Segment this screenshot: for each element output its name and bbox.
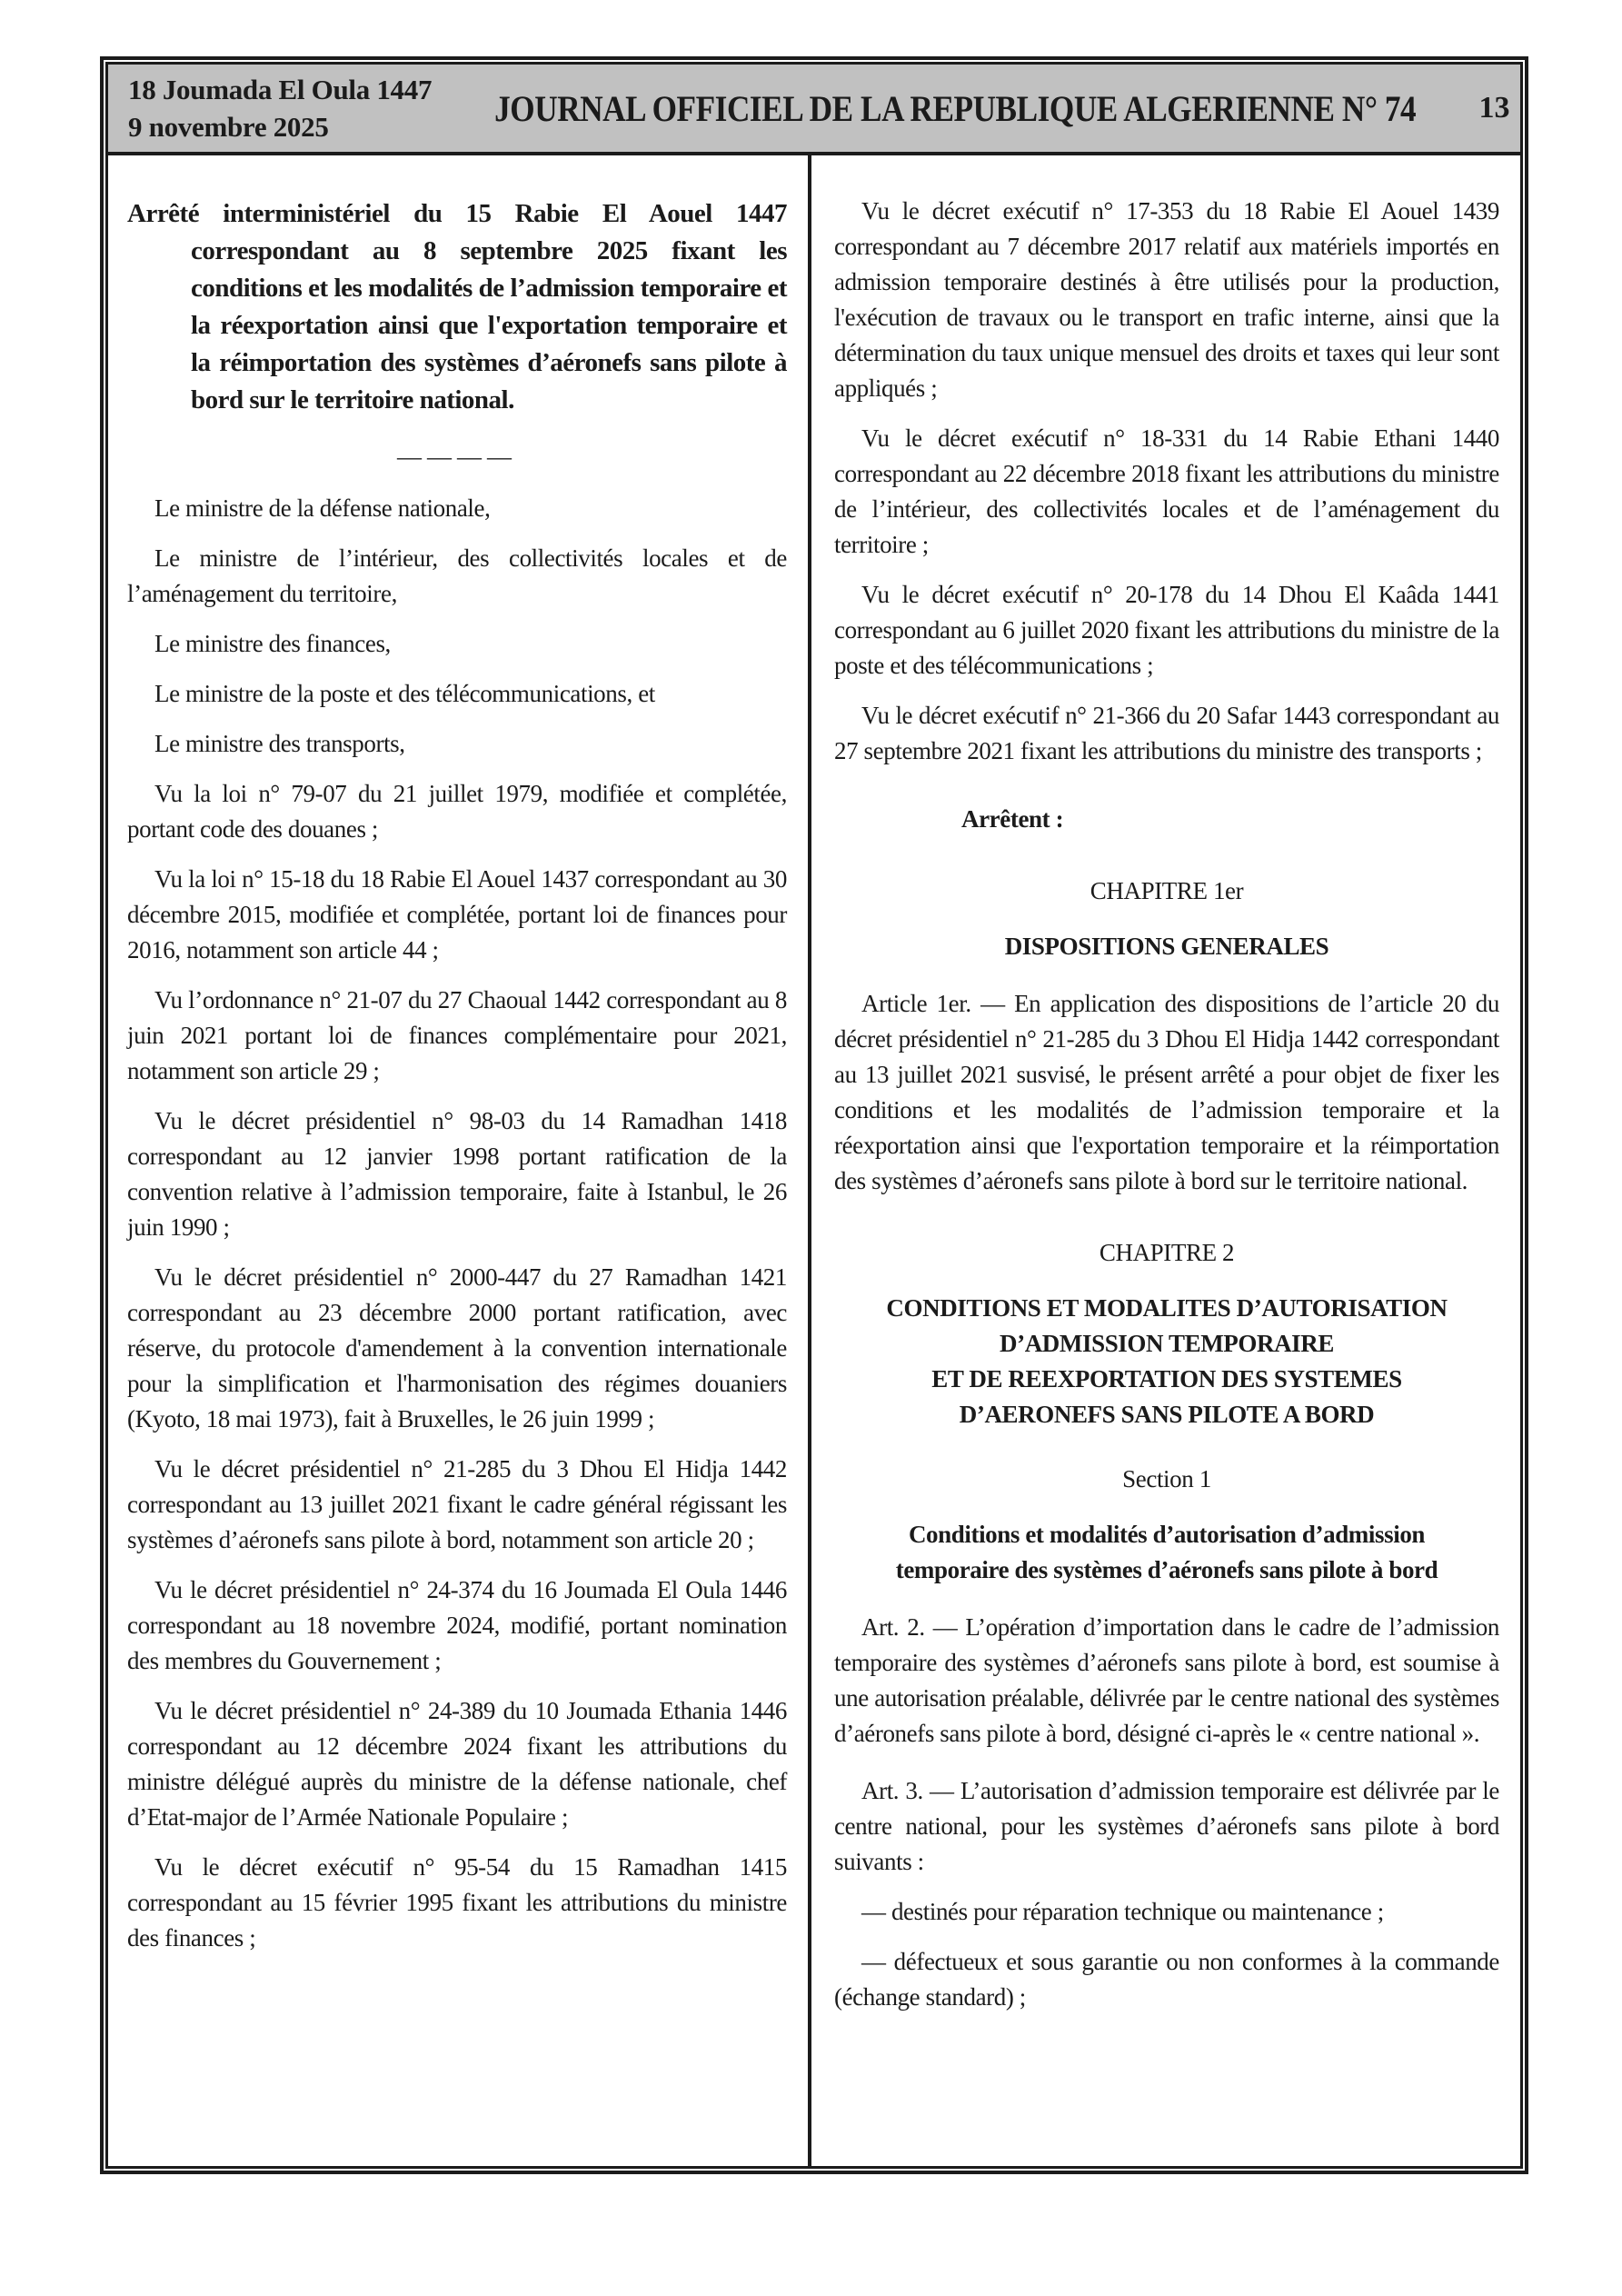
paragraph: Vu le décret présidentiel n° 2000-447 du 27 Ramadhan 1421 correspondant au 23 décembre 2000 portant ratification, avec réserve, du protocole d'amendement à la convention internationale pour la simplification et l'harmonisation des régimes douaniers (Kyoto, 18 mai 1973), fait à Bruxelles, le 26 juin 1999 ; [127, 1263, 787, 1433]
paragraph: Vu le décret exécutif n° 17-353 du 18 Rabie El Aouel 1439 correspondant au 7 décembre 2017 relatif aux matériels importés en admission temporaire destinés à être utilisés pour la production, l'exécution de travaux ou le transport en trafic interne, ainsi que la détermination du taux unique mensuel des droits et taxes qui leur sont appliqués ; [834, 197, 1499, 402]
date-gregorian: 9 novembre 2025 [128, 111, 329, 143]
chapter-2-label: CHAPITRE 2 [1099, 1239, 1235, 1266]
arrete-title: Arrêté interministériel du 15 Rabie El Aouel 1447 correspondant au 8 septembre 2025 fixant les conditions et les modalités de l’admission temporaire et la réexportation ainsi que l'exportation temporaire et la réimportation des systèmes d’aéronefs sans pilote à bord sur le territoire national. [127, 199, 787, 414]
date-hijri: 18 Joumada El Oula 1447 [128, 74, 433, 105]
paragraph: Le ministre des transports, [154, 730, 405, 757]
masthead-dates [128, 71, 432, 145]
page-frame-inner [105, 62, 1523, 2169]
chapter-2-title-line: D’AERONEFS SANS PILOTE A BORD [959, 1401, 1375, 1428]
page-content [108, 155, 1520, 2166]
section-1-title-line: temporaire des systèmes d’aéronefs sans pilote à bord [895, 1556, 1438, 1583]
section-1-title-line: Conditions et modalités d’autorisation d’admission [908, 1521, 1426, 1548]
paragraph: Vu le décret présidentiel n° 98-03 du 14 Ramadhan 1418 correspondant au 12 janvier 1998 portant ratification de la convention relative à l’admission temporaire, faite à Istanbul, le 26 juin 1990 ; [127, 1107, 787, 1241]
list-item: — destinés pour réparation technique ou maintenance ; [861, 1898, 1384, 1925]
right-column [834, 155, 1499, 2015]
column-divider [808, 155, 811, 2166]
paragraph: Vu le décret exécutif n° 20-178 du 14 Dhou El Kaâda 1441 correspondant au 6 juillet 2020 fixant les attributions du ministre de la poste et des télécommunications ; [834, 581, 1499, 679]
chapter-2-title [834, 1291, 1499, 1433]
chapter-1-label: CHAPITRE 1er [1090, 877, 1244, 904]
paragraph: Le ministre de la poste et des télécommunications, et [154, 680, 655, 707]
paragraph: Vu le décret présidentiel n° 24-389 du 10 Joumada Ethania 1446 correspondant au 12 décembre 2024 fixant les attributions du ministre délégué auprès du ministre de la défense nationale, chef d’Etat-major de l’Armée Nationale Populaire ; [127, 1697, 787, 1831]
journal-title: JOURNAL OFFICIEL DE LA REPUBLIQUE ALGERIENNE N° 74 [494, 87, 1417, 129]
article-2-paragraph: Art. 2. — L’opération d’importation dans le cadre de l’admission temporaire des systèmes d’aéronefs sans pilote à bord, est soumise à une autorisation préalable, délivrée par le centre national des systèmes d’aéronefs sans pilote à bord, désigné ci-après le « centre national ». [834, 1613, 1499, 1747]
paragraph: Vu le décret exécutif n° 21-366 du 20 Safar 1443 correspondant au 27 septembre 2021 fixant les attributions du ministre des transports ; [834, 702, 1499, 764]
paragraph: Vu le décret présidentiel n° 21-285 du 3 Dhou El Hidja 1442 correspondant au 13 juillet 2021 fixant le cadre général régissant les systèmes d’aéronefs sans pilote à bord, notamment son article 20 ; [127, 1455, 787, 1553]
paragraph: Vu le décret présidentiel n° 24-374 du 16 Joumada El Oula 1446 correspondant au 18 novembre 2024, modifié, portant nomination des membres du Gouvernement ; [127, 1576, 787, 1674]
paragraph: Vu l’ordonnance n° 21-07 du 27 Chaoual 1442 correspondant au 8 juin 2021 portant loi de finances complémentaire pour 2021, notamment son article 29 ; [127, 986, 787, 1084]
page-number: 13 [1478, 91, 1510, 125]
section-1-label: Section 1 [1122, 1465, 1211, 1492]
paragraph: Vu la loi n° 15-18 du 18 Rabie El Aouel 1437 correspondant au 30 décembre 2015, modifiée et complétée, portant loi de finances pour 2016, notamment son article 44 ; [127, 865, 787, 963]
paragraph: Vu la loi n° 79-07 du 21 juillet 1979, modifiée et complétée, portant code des douanes ; [127, 780, 787, 843]
list-item: — défectueux et sous garantie ou non conformes à la commande (échange standard) ; [834, 1948, 1499, 2011]
section-1-title [834, 1517, 1499, 1588]
left-column [127, 155, 787, 1956]
chapter-2-title-line: ET DE REEXPORTATION DES SYSTEMES [931, 1365, 1402, 1393]
page-frame [100, 56, 1528, 2174]
chapter-2-title-line: D’ADMISSION TEMPORAIRE [1000, 1330, 1334, 1357]
paragraph: Le ministre de l’intérieur, des collectivités locales et de l’aménagement du territoire, [127, 544, 787, 607]
arretent-heading: Arrêtent : [961, 805, 1064, 833]
paragraph: Vu le décret exécutif n° 95-54 du 15 Ramadhan 1415 correspondant au 15 février 1995 fixant les attributions du ministre des finances ; [127, 1853, 787, 1952]
paragraph: Le ministre de la défense nationale, [154, 494, 491, 522]
article-3-paragraph: Art. 3. — L’autorisation d’admission temporaire est délivrée par le centre national, pour les systèmes d’aéronefs sans pilote à bord suivants : [834, 1777, 1499, 1875]
masthead [108, 65, 1520, 155]
separator-dashes: ———— [397, 443, 517, 470]
chapter-1-title: DISPOSITIONS GENERALES [1004, 933, 1329, 960]
chapter-2-title-line: CONDITIONS ET MODALITES D’AUTORISATION [886, 1294, 1448, 1322]
paragraph: Vu le décret exécutif n° 18-331 du 14 Rabie Ethani 1440 correspondant au 22 décembre 2018 fixant les attributions du ministre de l’intérieur, des collectivités locales et de l’aménagement du territoire ; [834, 424, 1499, 558]
paragraph: Le ministre des finances, [154, 630, 391, 657]
article-1-paragraph: Article 1er. — En application des dispositions de l’article 20 du décret présidentiel n° 21-285 du 3 Dhou El Hidja 1442 correspondant au 13 juillet 2021 susvisé, le présent arrêté a pour objet de fixer les conditions et les modalités de l’admission temporaire et la réexportation ainsi que l'exportation temporaire et la réimportation des systèmes d’aéronefs sans pilote à bord sur le territoire national. [834, 990, 1499, 1194]
